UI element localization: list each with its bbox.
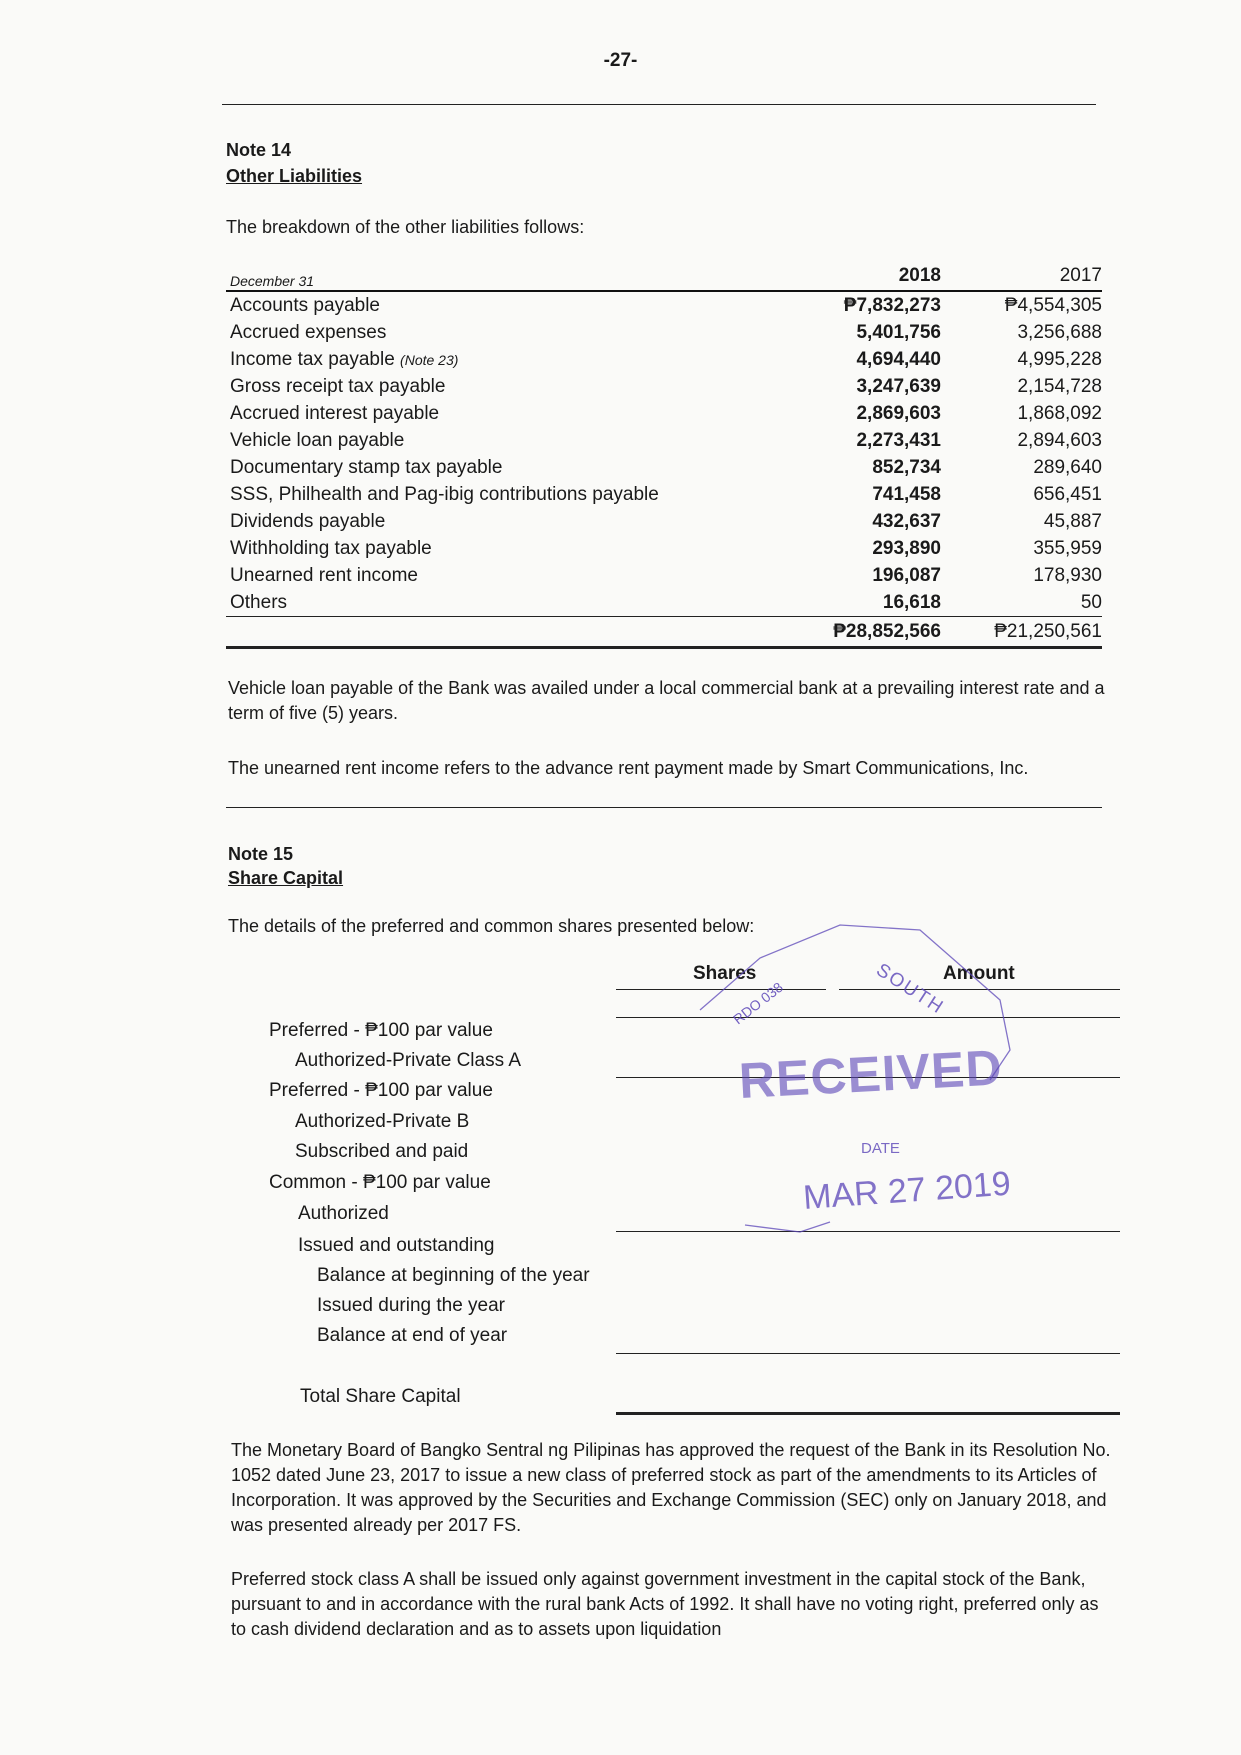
row-2017: 355,959: [1033, 538, 1102, 559]
row-2017: 178,930: [1033, 565, 1102, 586]
row-label: [230, 508, 385, 536]
group-amount: Amount: [943, 963, 1015, 984]
share-row-label: Balance at end of year: [317, 1325, 508, 1346]
row-label-text: Accounts payable: [230, 295, 380, 316]
stamp-office: SOUTH: [872, 959, 948, 1019]
share-row-label: Preferred - ₱100 par value: [269, 1020, 493, 1041]
row-label: [230, 319, 386, 347]
total-2017: ₱21,250,561: [994, 621, 1102, 642]
stamp-border: [700, 925, 1010, 1080]
table-row: [226, 589, 1102, 617]
header-label: December 31: [230, 273, 315, 289]
row-label-text: Income tax payable: [230, 349, 395, 370]
row-label-text: SSS, Philhealth and Pag-ibig contributions payable: [230, 484, 659, 505]
year-rule: [616, 1017, 1120, 1018]
row-label-text: Gross receipt tax payable: [230, 376, 446, 397]
note14-para1: Vehicle loan payable of the Bank was availed under a local commercial bank at a prevailing interest rate and a term of five (5) years.: [228, 678, 1105, 723]
stamp-rdo: RDO 038: [729, 978, 786, 1028]
header-rule: [222, 104, 1096, 105]
row-2018: 293,890: [872, 538, 941, 559]
row-2017: 2,894,603: [1017, 430, 1102, 451]
note15-subtitle: Share Capital: [228, 868, 344, 888]
row-note: (Note 23): [400, 352, 459, 368]
table-header: [226, 262, 1102, 292]
share-row-label: Issued during the year: [317, 1295, 506, 1316]
share-row-label: Preferred - ₱100 par value: [269, 1080, 493, 1101]
row-label: [230, 562, 418, 590]
row-label: [230, 454, 502, 482]
row-2018: 2,273,431: [856, 430, 941, 451]
note14-para2: The unearned rent income refers to the advance rent payment made by Smart Communications, Inc.: [228, 758, 1029, 778]
row-label-text: Vehicle loan payable: [230, 430, 405, 451]
row-2018: 852,734: [872, 457, 941, 478]
row-2018: 196,087: [872, 565, 941, 586]
share-table-rule: [616, 1412, 1120, 1415]
row-label-text: Accrued expenses: [230, 322, 387, 343]
share-table-rule: [616, 1353, 1120, 1354]
page-number: -27-: [603, 50, 638, 71]
amount-group-rule: [839, 989, 1120, 990]
row-label: [230, 481, 659, 509]
group-shares: Shares: [693, 963, 757, 984]
row-label: [230, 427, 404, 455]
row-2018: 5,401,756: [856, 322, 941, 343]
share-row-label: Authorized-Private Class A: [295, 1050, 521, 1071]
header-2018: 2018: [898, 265, 941, 286]
row-2017: 656,451: [1033, 484, 1102, 505]
note14-intro: The breakdown of the other liabilities follows:: [226, 217, 585, 237]
table-row: [226, 346, 1102, 373]
row-2018: 4,694,440: [856, 349, 941, 370]
share-row-label: Authorized: [298, 1203, 389, 1224]
row-label-text: Others: [230, 592, 288, 613]
stamp-date: MAR 27 2019: [801, 1164, 1012, 1217]
note14-title: Note 14: [226, 140, 292, 160]
table-row: [226, 454, 1102, 481]
share-row-label: Common - ₱100 par value: [269, 1172, 491, 1193]
row-2017: ₱4,554,305: [1004, 295, 1102, 316]
row-label-text: Dividends payable: [230, 511, 386, 532]
row-2018: 741,458: [872, 484, 941, 505]
note15-para2: Preferred stock class A shall be issued only against government investment in the capital stock of the Bank, pursuant to and in accordance with the rural bank Acts of 1992. It shall have no voting right, preferred only as to cash dividend declaration and as to assets upon liquidation: [231, 1569, 1099, 1639]
row-2017: 1,868,092: [1017, 403, 1102, 424]
row-label: [230, 346, 458, 374]
table-row: [226, 400, 1102, 427]
stamp-received: RECEIVED: [737, 1039, 1004, 1109]
row-label-text: Documentary stamp tax payable: [230, 457, 503, 478]
row-2017: 3,256,688: [1017, 322, 1102, 343]
shares-group-rule: [616, 989, 826, 990]
note15-title: Note 15: [228, 844, 294, 864]
table-row: [226, 292, 1102, 319]
share-table-rule: [616, 1231, 1120, 1232]
share-table-rule: [616, 1077, 1120, 1078]
note14-subtitle: Other Liabilities: [226, 166, 363, 186]
row-label-text: Accrued interest payable: [230, 403, 440, 424]
row-label: [230, 373, 445, 401]
row-label-text: Withholding tax payable: [230, 538, 432, 559]
share-row-label: Balance at beginning of the year: [317, 1265, 590, 1286]
table-row: [226, 319, 1102, 346]
table-row: [226, 427, 1102, 454]
row-2018: 2,869,603: [856, 403, 941, 424]
total-2018: ₱28,852,566: [833, 621, 941, 642]
share-row-label: Issued and outstanding: [298, 1235, 495, 1256]
table-row: [226, 535, 1102, 562]
row-label-text: Unearned rent income: [230, 565, 418, 586]
table-row: [226, 508, 1102, 535]
row-2018: ₱7,832,273: [843, 295, 941, 316]
section-rule: [226, 807, 1102, 808]
table-row: [226, 481, 1102, 508]
share-row-label: Total Share Capital: [300, 1386, 461, 1407]
row-label: [230, 292, 380, 320]
other-liabilities-table: [226, 262, 1102, 649]
row-2018: 3,247,639: [856, 376, 941, 397]
note15-para1: The Monetary Board of Bangko Sentral ng Pilipinas has approved the request of the Bank in its Resolution No. 1052 dated June 23, 2017 to issue a new class of preferred stock as part of the amendments to its Articles of Incorporation. It was approved by the Securities and Exchange Commission (SEC) only on January 2018, and was presented already per 2017 FS.: [231, 1440, 1111, 1535]
row-2017: 289,640: [1033, 457, 1102, 478]
row-label: [230, 535, 432, 563]
row-label: [230, 589, 287, 617]
row-2018: 432,637: [872, 511, 941, 532]
row-2017: 45,887: [1043, 511, 1102, 532]
row-2017: 50: [1080, 592, 1102, 613]
row-2018: 16,618: [882, 592, 941, 613]
note15-intro: The details of the preferred and common shares presented below:: [228, 916, 755, 936]
table-row: [226, 562, 1102, 589]
row-2017: 2,154,728: [1017, 376, 1102, 397]
share-row-label: Subscribed and paid: [295, 1141, 469, 1162]
row-label: [230, 400, 439, 428]
table-row: [226, 373, 1102, 400]
row-2017: 4,995,228: [1017, 349, 1102, 370]
header-2017: 2017: [1059, 265, 1102, 286]
total-row: [226, 617, 1102, 649]
stamp-date-label: DATE: [861, 1140, 900, 1157]
share-row-label: Authorized-Private B: [295, 1111, 470, 1132]
